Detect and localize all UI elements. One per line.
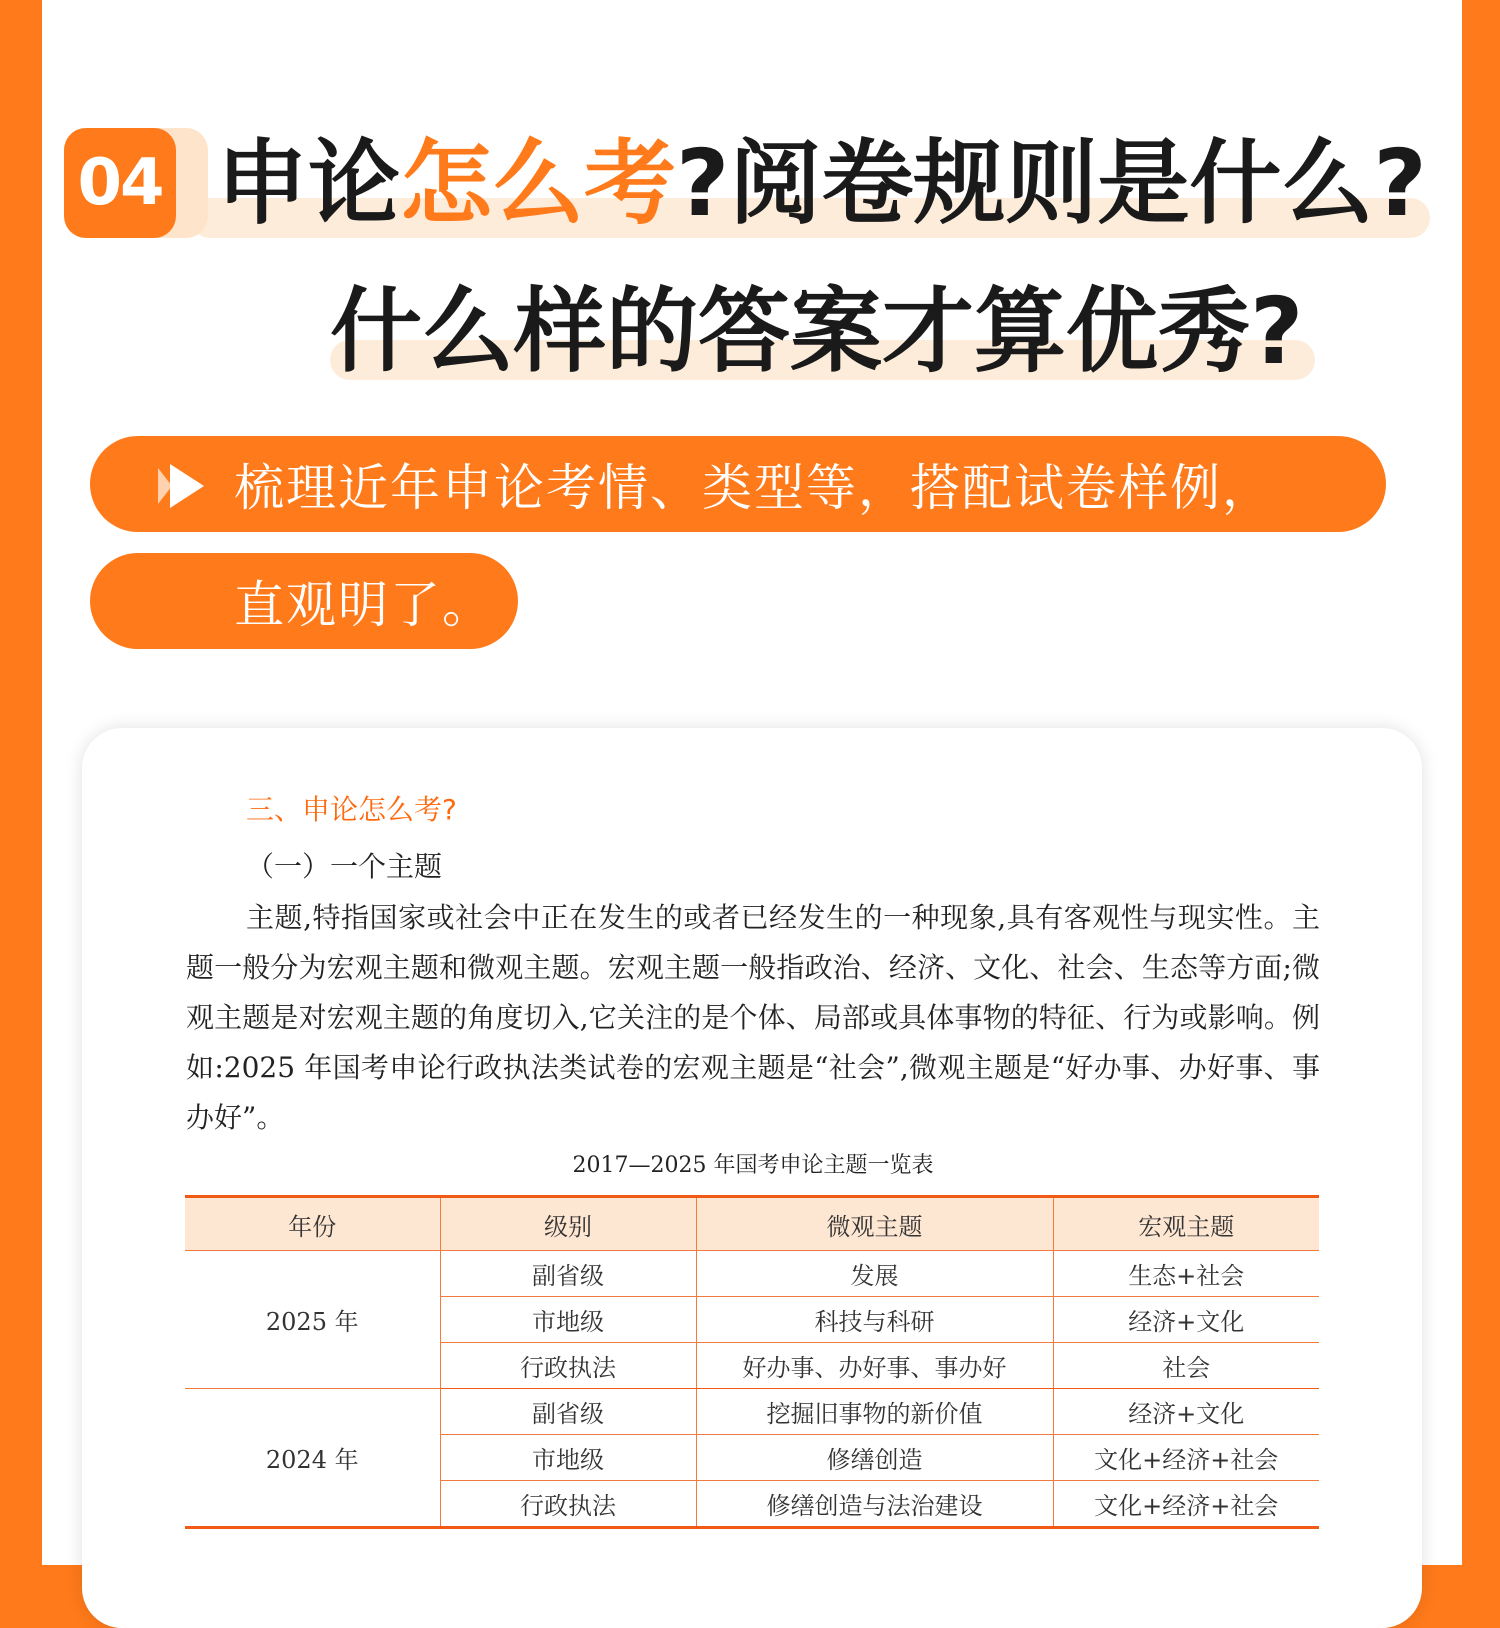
col-header-micro-topic: 微观主题 bbox=[696, 1197, 1053, 1251]
table-header-row bbox=[185, 1197, 1319, 1251]
heading-line-2: 什么样的答案才算优秀? bbox=[330, 278, 1304, 385]
micro-topic-cell: 挖掘旧事物的新价值 bbox=[696, 1389, 1053, 1435]
summary-pill-1-text: 梳理近年申论考情、类型等，搭配试卷样例， bbox=[234, 459, 1274, 517]
heading-line-1 bbox=[216, 130, 1427, 237]
macro-topic-cell: 文化+经济+社会 bbox=[1053, 1435, 1319, 1481]
macro-topic-cell: 社会 bbox=[1053, 1343, 1319, 1389]
section-number-badge: 04 bbox=[64, 128, 176, 238]
micro-topic-cell: 修缮创造 bbox=[696, 1435, 1053, 1481]
summary-pill-2 bbox=[90, 553, 518, 649]
heading-highlight: 怎么考 bbox=[400, 130, 677, 237]
play-icon bbox=[158, 462, 210, 510]
level-cell: 市地级 bbox=[440, 1297, 696, 1343]
body-paragraph: 主题,特指国家或社会中正在发生的或者已经发生的一种现象,具有客观性与现实性。主题一般分为宏观主题和微观主题。宏观主题一般指政治、经济、文化、社会、生态等方面;微观主题是对宏观主题的角度切入,它关注的是个体、局部或具体事物的特征、行为或影响。例如:2025 年国考申论行政执法类试卷的宏观主题是“社会”,微观主题是“好办事、办好事、事办好”。 bbox=[186, 901, 1320, 1134]
table-caption: 2017—2025 年国考申论主题一览表 bbox=[572, 1153, 934, 1178]
summary-pill-2-text: 直观明了。 bbox=[234, 576, 494, 634]
level-cell: 行政执法 bbox=[440, 1481, 696, 1528]
col-header-year: 年份 bbox=[185, 1197, 440, 1251]
topics-table bbox=[185, 1195, 1319, 1529]
table-row bbox=[185, 1389, 1319, 1435]
micro-topic-cell: 修缮创造与法治建设 bbox=[696, 1481, 1053, 1528]
year-cell: 2024 年 bbox=[185, 1389, 440, 1528]
macro-topic-cell: 生态+社会 bbox=[1053, 1251, 1319, 1297]
micro-topic-cell: 好办事、办好事、事办好 bbox=[696, 1343, 1053, 1389]
micro-topic-cell: 发展 bbox=[696, 1251, 1053, 1297]
col-header-level: 级别 bbox=[440, 1197, 696, 1251]
macro-topic-cell: 经济+文化 bbox=[1053, 1389, 1319, 1435]
year-cell: 2025 年 bbox=[185, 1251, 440, 1389]
section-title: 三、申论怎么考? bbox=[246, 793, 457, 826]
level-cell: 副省级 bbox=[440, 1389, 696, 1435]
level-cell: 副省级 bbox=[440, 1251, 696, 1297]
level-cell: 行政执法 bbox=[440, 1343, 696, 1389]
heading-line-1-a: 申论 bbox=[216, 130, 401, 237]
summary-pill-1 bbox=[90, 436, 1386, 532]
level-cell: 市地级 bbox=[440, 1435, 696, 1481]
macro-topic-cell: 文化+经济+社会 bbox=[1053, 1481, 1319, 1528]
micro-topic-cell: 科技与科研 bbox=[696, 1297, 1053, 1343]
heading-line-1-b: ?阅卷规则是什么? bbox=[676, 130, 1427, 237]
col-header-macro-topic: 宏观主题 bbox=[1053, 1197, 1319, 1251]
table-row bbox=[185, 1251, 1319, 1297]
macro-topic-cell: 经济+文化 bbox=[1053, 1297, 1319, 1343]
subsection-title: （一）一个主题 bbox=[246, 850, 443, 883]
